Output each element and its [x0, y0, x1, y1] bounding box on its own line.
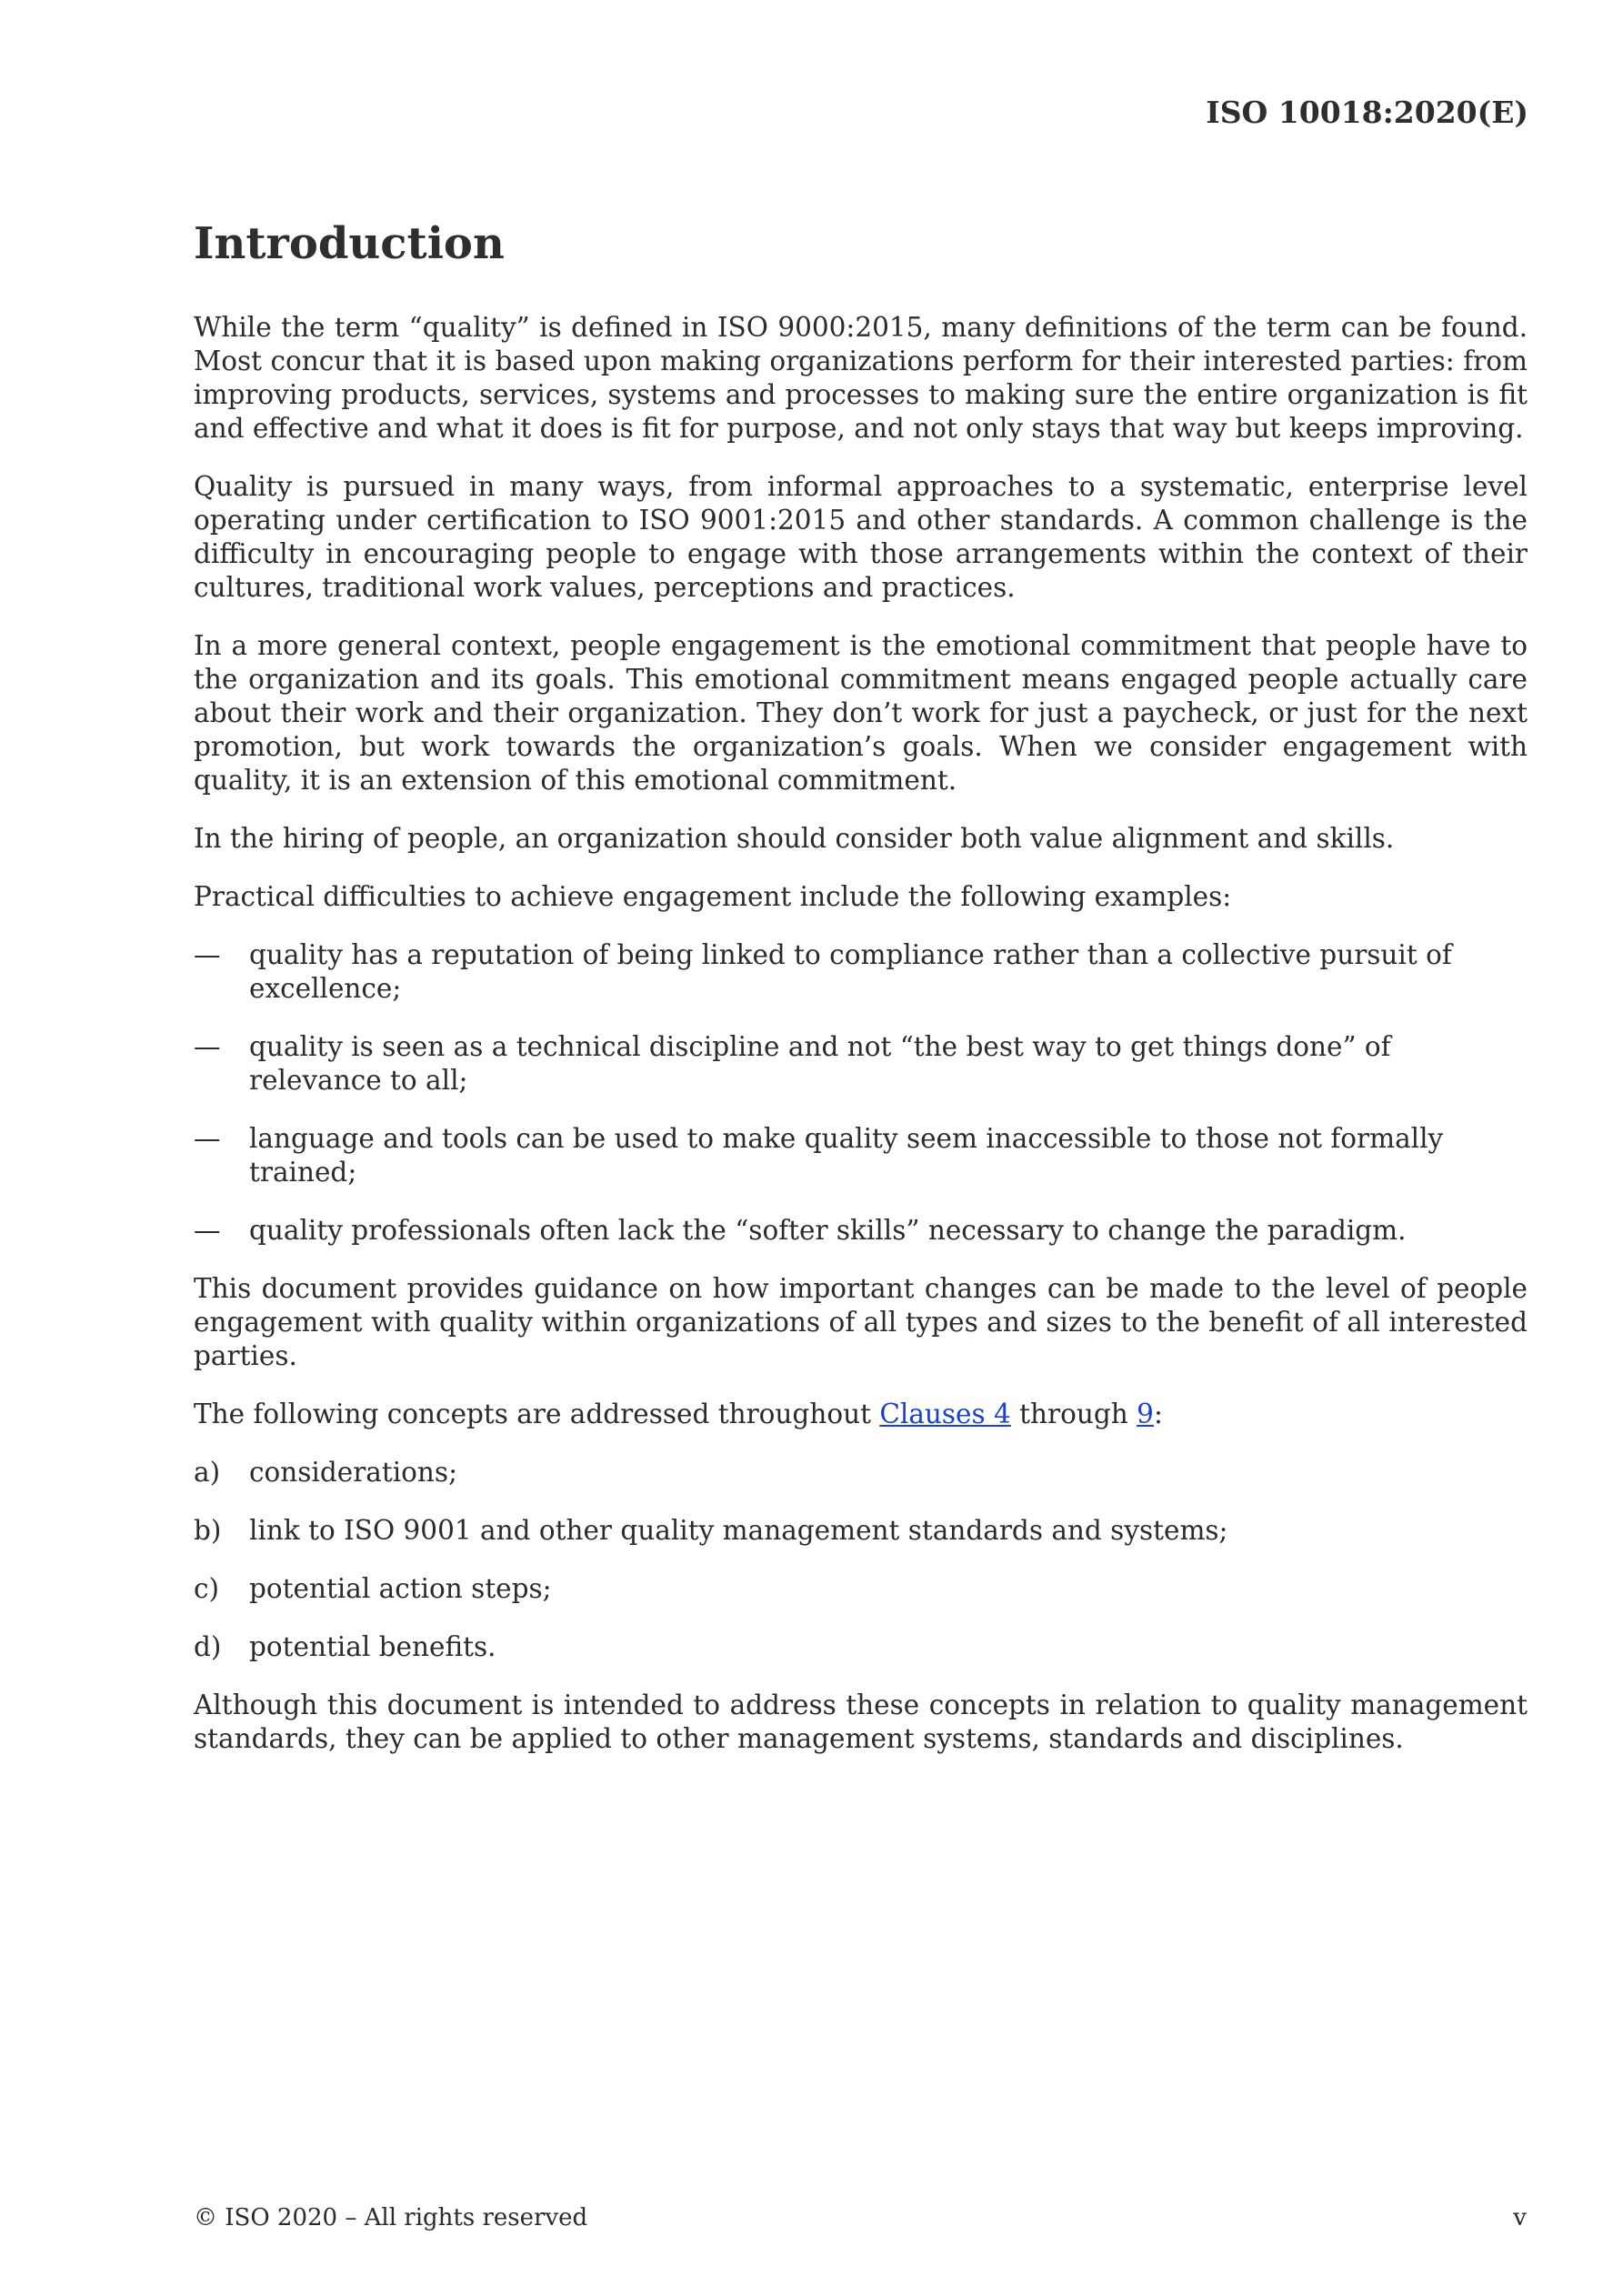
list-item-text: quality is seen as a technical discipline and not “the best way to get things done” of relevance to all;: [249, 1030, 1391, 1096]
list-dash: —: [194, 1122, 221, 1154]
list-letter: a): [194, 1456, 221, 1488]
list-item-text: quality has a reputation of being linked to compliance rather than a collective pursuit of excellence;: [249, 938, 1452, 1004]
list-item: [194, 1456, 1528, 1489]
difficulties-list: [194, 938, 1528, 1248]
list-dash: —: [194, 1030, 221, 1062]
list-item-text: language and tools can be used to make quality seem inaccessible to those not formally trained;: [249, 1122, 1444, 1188]
concepts-intro-colon: :: [1153, 1398, 1163, 1429]
concepts-intro-paragraph: [194, 1398, 1528, 1431]
list-item: [194, 1122, 1528, 1189]
clause-9-link[interactable]: 9: [1137, 1398, 1154, 1429]
list-item: [194, 1514, 1528, 1548]
list-dash: —: [194, 938, 221, 970]
list-item-text: potential action steps;: [249, 1572, 552, 1604]
paragraph: Quality is pursued in many ways, from informal approaches to a systematic, enterprise level operating under certification to ISO 9001:2015 and other standards. A common challenge is the difficulty in encouraging people to engage with those arrangements within the context of their cultures, traditional work values, perceptions and practices.: [194, 470, 1528, 603]
list-item: [194, 1630, 1528, 1664]
list-item-text: potential benefits.: [249, 1630, 496, 1662]
list-item-text: considerations;: [249, 1456, 458, 1488]
list-item: [194, 1572, 1528, 1606]
concepts-intro-through: through: [1010, 1398, 1137, 1429]
list-dash: —: [194, 1214, 221, 1246]
paragraph: In a more general context, people engagement is the emotional commitment that people have to the organization and its goals. This emotional commitment means engaged people actually care about their work and their organization. They don’t work for just a paycheck, or just for the next promotion, but work towards the organization’s goals. When we consider engagement with quality, it is an extension of this emotional commitment.: [194, 629, 1528, 796]
main-content: [194, 218, 1528, 1780]
paragraph: Although this document is intended to address these concepts in relation to quality management standards, they can be applied to other management systems, standards and disciplines.: [194, 1689, 1528, 1754]
clauses-4-link[interactable]: Clauses 4: [879, 1398, 1011, 1429]
paragraph: While the term “quality” is defined in ISO 9000:2015, many definitions of the term can be found. Most concur that it is based upon making organizations perform for their interested parties: from improving products, services, systems and processes to making sure the entire organization is fit and effective and what it does is fit for purpose, and not only stays that way but keeps improving.: [194, 311, 1528, 444]
paragraph: Practical difficulties to achieve engagement include the following examples:: [194, 880, 1232, 912]
list-item: [194, 1030, 1528, 1098]
list-item-text: quality professionals often lack the “softer skills” necessary to change the paradigm.: [249, 1214, 1407, 1246]
list-letter: b): [194, 1514, 222, 1546]
document-identifier: ISO 10018:2020(E): [1206, 95, 1528, 130]
concepts-list: [194, 1456, 1528, 1664]
section-title: Introduction: [194, 218, 505, 269]
list-item: [194, 1214, 1528, 1248]
concepts-intro-text: The following concepts are addressed throughout: [194, 1398, 880, 1429]
page-footer: [194, 2204, 1527, 2231]
page-number: v: [1513, 2204, 1527, 2231]
paragraph: This document provides guidance on how important changes can be made to the level of people engagement with quality within organizations of all types and sizes to the benefit of all interested parties.: [194, 1272, 1528, 1371]
copyright-notice: © ISO 2020 – All rights reserved: [194, 2204, 588, 2231]
paragraph: In the hiring of people, an organization should consider both value alignment and skills.: [194, 822, 1395, 854]
list-item: [194, 938, 1528, 1006]
list-letter: c): [194, 1572, 220, 1604]
list-letter: d): [194, 1630, 222, 1662]
list-item-text: link to ISO 9001 and other quality management standards and systems;: [249, 1514, 1228, 1546]
